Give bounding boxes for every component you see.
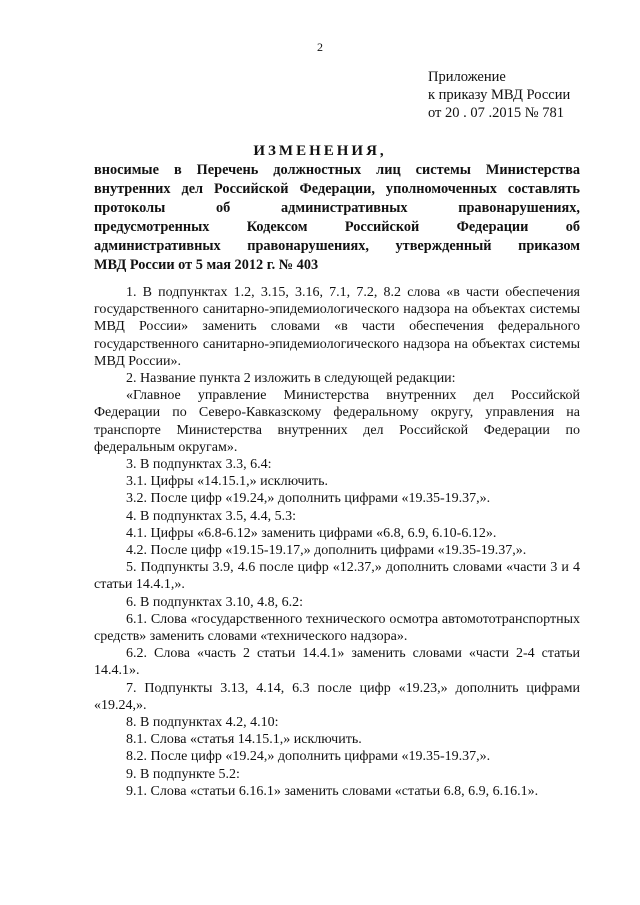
subtitle-line: МВД России от 5 мая 2012 г. № 403	[94, 257, 319, 273]
paragraph-3-2: 3.2. После цифр «19.24,» дополнить цифрами «19.35-19.37,».	[126, 491, 491, 507]
paragraph-2: 2. Название пункта 2 изложить в следующей редакции:	[126, 371, 456, 387]
document-title: ИЗМЕНЕНИЯ,	[253, 143, 387, 159]
paragraph-9-1: 9.1. Слова «статьи 6.16.1» заменить словами «статьи 6.8, 6.9, 6.16.1».	[126, 783, 539, 799]
paragraph-3-1: 3.1. Цифры «14.15.1,» исключить.	[126, 474, 329, 490]
paragraph-3: 3. В подпунктах 3.3, 6.4:	[126, 457, 272, 473]
paragraph-9: 9. В подпункте 5.2:	[126, 766, 240, 782]
subtitle-line: предусмотренных Кодексом Российской Федерации об	[94, 219, 580, 235]
appendix-line-1: Приложение	[428, 69, 506, 85]
paragraph-8-2: 8.2. После цифр «19.24,» дополнить цифрами «19.35-19.37,».	[126, 749, 491, 765]
paragraph-6-2: 6.2. Слова «часть 2 статьи 14.4.1» заменить словами «части 2-4 статьи 14.4.1».	[94, 646, 580, 679]
paragraph-4-2: 4.2. После цифр «19.15-19.17,» дополнить цифрами «19.35-19.37,».	[126, 543, 527, 559]
paragraph-4-1: 4.1. Цифры «6.8-6.12» заменить цифрами «6.8, 6.9, 6.10-6.12».	[126, 525, 497, 541]
subtitle-line: внутренних дел Российской Федерации, уполномоченных составлять	[94, 181, 580, 197]
subtitle-line: протоколы об административных правонарушениях,	[94, 200, 580, 216]
paragraph-5: 5. Подпункты 3.9, 4.6 после цифр «12.37,» дополнить словами «части 3 и 4 статьи 14.4.1,».	[94, 560, 580, 593]
subtitle-line: вносимые в Перечень должностных лиц системы Министерства	[94, 162, 580, 178]
appendix-line-2: к приказу МВД России	[428, 87, 571, 103]
appendix-order-date-number: от 20 . 07 .2015 № 781	[428, 105, 564, 121]
paragraph-4: 4. В подпунктах 3.5, 4.4, 5.3:	[126, 508, 297, 524]
appendix-block	[428, 68, 570, 122]
document-subtitle	[94, 161, 580, 275]
document-body	[94, 284, 580, 800]
subtitle-line: административных правонарушениях, утвержденный приказом	[94, 238, 580, 254]
paragraph-2-quote: «Главное управление Министерства внутренних дел Российской Федерации по Северо-Кавказскому федеральному округу, управления на транспорте Министерства внутренних дел Российской Федерации по федеральным округам».	[94, 388, 580, 455]
paragraph-1: 1. В подпунктах 1.2, 3.15, 3.16, 7.1, 7.2, 8.2 слова «в части обеспечения государственного санитарно-эпидемиологического надзора на объектах системы МВД России» заменить словами «в части обеспечения федерального государственного санитарно-эпидемиологического надзора на объектах системы МВД России».	[94, 285, 580, 369]
page-number: 2	[317, 40, 323, 54]
paragraph-6: 6. В подпунктах 3.10, 4.8, 6.2:	[126, 594, 304, 610]
paragraph-6-1: 6.1. Слова «государственного технического осмотра автомототранспортных средств» заменить словами «технического надзора».	[94, 611, 580, 645]
paragraph-7: 7. Подпункты 3.13, 4.14, 6.3 после цифр «19.23,» дополнить цифрами «19.24,».	[94, 680, 580, 713]
paragraph-8-1: 8.1. Слова «статья 14.15.1,» исключить.	[126, 732, 362, 748]
paragraph-8: 8. В подпунктах 4.2, 4.10:	[126, 715, 279, 731]
